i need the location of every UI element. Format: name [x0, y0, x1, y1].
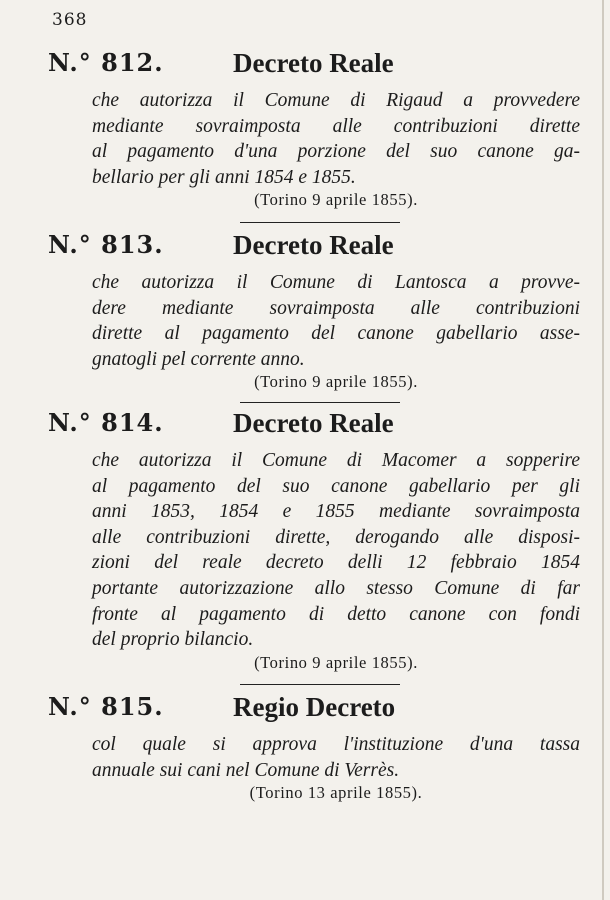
entry-body: [92, 270, 580, 372]
entry-title: Decreto Reale: [233, 48, 394, 78]
decree-entry-815: [48, 692, 580, 803]
entry-number: N.° 813.: [48, 230, 164, 259]
entry-date: (Torino 9 aprile 1855).: [254, 652, 418, 672]
entry-body: [92, 732, 580, 783]
body-line: dirette al pagamento del canone gabellario asse-: [92, 323, 580, 345]
entry-heading: [48, 408, 580, 448]
body-line: alle contribuzioni dirette, derogando alle disposi-: [92, 526, 580, 548]
divider: [240, 402, 400, 403]
body-line: zioni del reale decreto delli 12 febbraio 1854: [92, 552, 580, 574]
body-line: portante autorizzazione allo stesso Comune di far: [92, 577, 580, 599]
entry-body: [92, 88, 580, 190]
body-line: che autorizza il Comune di Rigaud a provvedere: [92, 90, 580, 111]
entry-number: N.° 812.: [48, 48, 164, 77]
body-line: col quale si approva l'instituzione d'una tassa: [92, 734, 580, 755]
entry-date: (Torino 9 aprile 1855).: [254, 372, 418, 392]
body-line: del proprio bilancio.: [92, 629, 254, 651]
entry-heading: [48, 230, 580, 270]
body-line: che autorizza il Comune di Macomer a sopperire: [92, 450, 580, 471]
entry-title: Regio Decreto: [233, 692, 396, 722]
body-line: dere mediante sovraimposta alle contribuzioni: [92, 297, 580, 319]
body-line: annuale sui cani nel Comune di Verrès.: [92, 759, 400, 781]
entry-date: (Torino 13 aprile 1855).: [249, 783, 423, 803]
decree-entry-813: [48, 230, 580, 392]
entry-title: Decreto Reale: [233, 408, 394, 438]
decree-entry-812: [48, 48, 580, 210]
entry-body: [92, 448, 580, 653]
body-line: fronte al pagamento di detto canone con fondi: [92, 603, 580, 625]
body-line: mediante sovraimposta alle contribuzioni dirette: [92, 115, 580, 137]
entry-number: N.° 815.: [48, 692, 164, 721]
entry-title: Decreto Reale: [233, 230, 394, 260]
entry-heading: [48, 48, 580, 88]
page-edge: [602, 0, 604, 900]
divider: [240, 222, 400, 223]
body-line: gnatogli pel corrente anno.: [92, 348, 305, 370]
body-line: al pagamento del suo canone gabellario per gli: [92, 475, 580, 497]
entry-heading: [48, 692, 580, 732]
body-line: che autorizza il Comune di Lantosca a provve-: [92, 272, 580, 293]
body-line: al pagamento d'una porzione del suo canone ga-: [92, 141, 580, 163]
divider: [240, 684, 400, 685]
decree-entry-814: [48, 408, 580, 673]
body-line: anni 1853, 1854 e 1855 mediante sovraimposta: [92, 501, 580, 523]
page-number: 368: [52, 10, 88, 30]
entry-number: N.° 814.: [48, 408, 164, 437]
body-line: bellario per gli anni 1854 e 1855.: [92, 166, 356, 188]
entry-date: (Torino 9 aprile 1855).: [254, 190, 418, 210]
